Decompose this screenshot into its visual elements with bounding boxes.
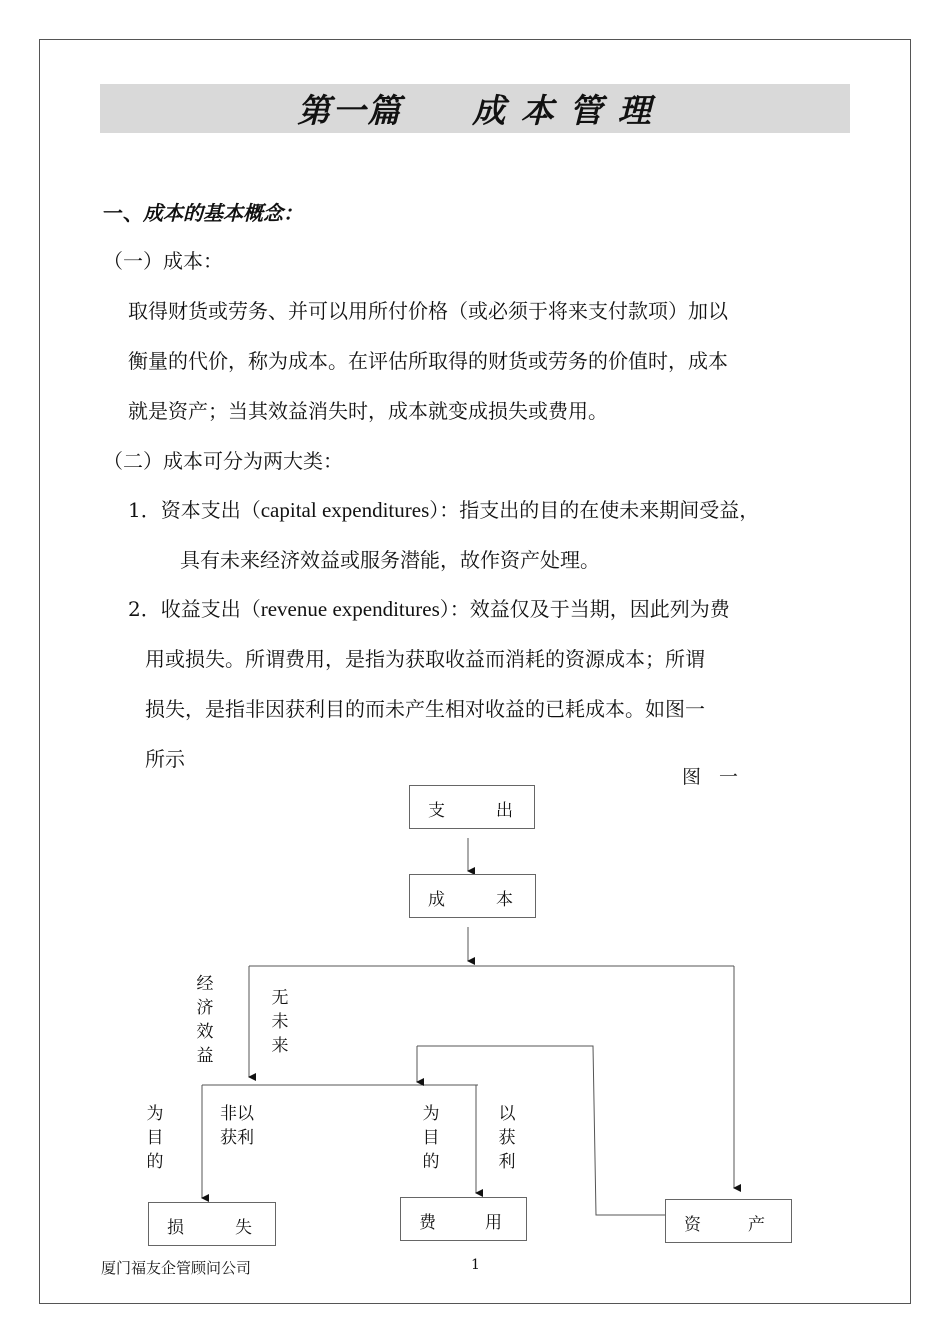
box-expense: 费 用	[400, 1197, 527, 1241]
label-economic-benefit: 经济效益	[196, 974, 214, 1066]
list-item-2-prefix: 2．收益支出（	[128, 597, 261, 621]
page-number: 1	[471, 1257, 480, 1273]
label-as-purpose-2: 为目的	[422, 1104, 440, 1172]
list-item-2-line-1: 用或损失。所谓费用，是指为获取收益而消耗的资源成本；所谓	[145, 647, 705, 671]
label-for-profit: 以获利	[498, 1104, 516, 1172]
footer-company: 厦门福友企管顾问公司	[101, 1259, 252, 1277]
label-as-purpose: 为目的	[146, 1104, 164, 1172]
box-cost: 成 本	[409, 874, 536, 918]
box-expenditure: 支 出	[409, 785, 535, 829]
paragraph-line-1: 取得财货或劳务、并可以用所付价格（或必须于将来支付款项）加以	[128, 299, 728, 323]
box-loss: 损 失	[148, 1202, 276, 1246]
section-number: 一、	[103, 201, 143, 225]
list-item-1-term: capital expenditures	[260, 498, 430, 522]
label-no-future: 无未来	[271, 988, 289, 1056]
list-item-1-prefix: 1．资本支出（	[128, 498, 261, 522]
subsection-2-label: （二）成本可分为两大类：	[103, 449, 343, 473]
section-title: 成本的基本概念：	[143, 201, 303, 225]
list-item-2-suffix: ）：效益仅及于当期，因此列为费	[439, 597, 730, 621]
list-item-1-continuation: 具有未来经济效益或服务潜能，故作资产处理。	[180, 548, 600, 572]
label-non-profit: 非以获利	[220, 1104, 254, 1148]
paragraph-line-2: 衡量的代价，称为成本。在评估所取得的财货或劳务的价值时，成本	[128, 349, 728, 373]
asset-to-expense-line	[417, 1046, 665, 1215]
subsection-1-label: （一）成本：	[103, 249, 223, 273]
list-item-1-suffix: ）：指支出的目的在使未来期间受益，	[429, 498, 760, 522]
list-item-2-term: revenue expenditures	[260, 597, 440, 621]
list-item-2-line-2: 损失，是指非因获利目的而未产生相对收益的已耗成本。如图一	[145, 697, 705, 721]
figure-caption: 图一	[682, 766, 757, 788]
list-item-2-line-3: 所示	[145, 747, 185, 771]
page-title: 第一篇 成 本 管 理	[297, 91, 653, 130]
paragraph-line-3: 就是资产；当其效益消失时，成本就变成损失或费用。	[128, 399, 608, 423]
box-asset: 资 产	[665, 1199, 792, 1243]
